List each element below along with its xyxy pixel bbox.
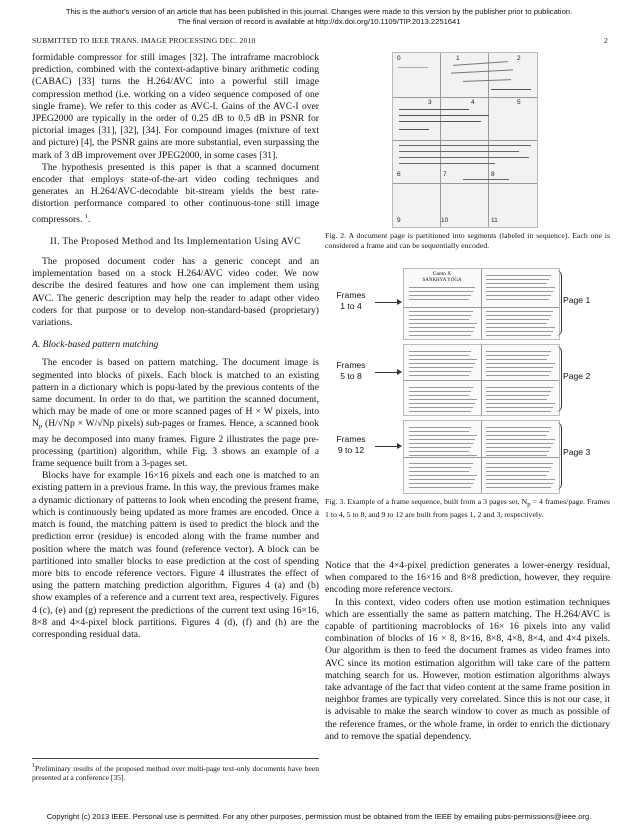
text-line: [486, 483, 553, 484]
text-line: [409, 295, 471, 296]
text-line: [409, 451, 469, 452]
segment-divider: [393, 140, 537, 141]
figure-3-caption: [325, 497, 610, 519]
page-label-2: Page 2: [563, 371, 591, 381]
figure-2-caption: Fig. 2. A document page is partitioned into segments (labeled in sequence). Each one is considered a frame and can be sequentially encoded.: [325, 231, 610, 250]
text-line: [409, 475, 477, 476]
frame-divider: [404, 380, 559, 381]
text-line: [409, 479, 475, 480]
text-line: [486, 295, 551, 296]
text-line: [486, 323, 547, 324]
page-brace: [551, 270, 562, 336]
text-line: [486, 371, 551, 372]
text-line: [486, 351, 551, 352]
footnote: [32, 758, 319, 782]
text-line: [486, 335, 551, 336]
text-line: [409, 411, 471, 412]
notice-line-1: This is the author's version of an article that has been published in this journal. Changes were made to this version by the publisher prior to publication.: [65, 7, 573, 16]
typed-line: [399, 109, 469, 110]
text-line: [486, 487, 551, 488]
segment-label: 11: [491, 217, 498, 224]
text-line: [409, 327, 475, 328]
text-line: [486, 275, 551, 276]
text-line: [409, 387, 473, 388]
text-line: [409, 467, 471, 468]
text-line: [409, 403, 475, 404]
page-brace: [551, 422, 562, 490]
frames-arrow: [375, 302, 401, 303]
segment-label: 4: [471, 99, 475, 106]
text-line: [409, 319, 469, 320]
typed-line: [399, 145, 531, 146]
figure-3-frame-sequence: [325, 268, 615, 493]
frames-label-line: Frames: [336, 434, 366, 444]
text-line: [409, 299, 469, 300]
segment-label: 6: [397, 171, 401, 178]
text-line: [409, 399, 477, 400]
hypothesis-text: The hypothesis presented is this paper is that a scanned document encoder that employs state-of-the-art video coding techniques and generates an H.264/AVC-decodable bit-stream yields the best rate-distortion performance compared to other continuous-tone still image compressors.: [32, 161, 319, 225]
page1-subheading: SANKHYA YOGA: [422, 278, 462, 283]
text-line: [409, 487, 471, 488]
typed-line: [399, 115, 489, 116]
text-line: [486, 439, 555, 440]
fig3-caption-text-a: Fig. 3. Example of a frame sequence, built from a 3 pages set, N: [325, 497, 528, 506]
text-line: [486, 431, 549, 432]
text-line: [409, 323, 477, 324]
frames-label-range: 5 to 8: [340, 370, 362, 381]
text-line: [409, 471, 469, 472]
running-title: SUBMITTED TO IEEE TRANS. IMAGE PROCESSING DEC. 2010: [32, 36, 256, 45]
text-line: [409, 371, 471, 372]
paragraph-intro-continued: formidable compressor for still images [32]. The intraframe macroblock prediction, combined with the context-adaptive binary arithmetic coding (CABAC) [33] turns the H.264/AVC into a powerful still image compression method (i.e. working on a video sequence composed of one single frame). We refer to this coder as AVC-I. Gains of the AVC-I over JPEG2000 are typically in the order of 0.25 dB to 0.5 dB in PSNR for pictorial images [31], [32], [34]. For compound images (mixture of text and picture) [4], the PSNR gains are more substantial, even surpassing the mark of 3 dB improvement over JPEG2000, in some cases [31].: [32, 52, 319, 161]
copyright-notice: Copyright (c) 2013 IEEE. Personal use is permitted. For any other purposes, permission must be obtained from the IEEE by emailing pubs-permissions@ieee.org.: [46, 812, 592, 821]
handwriting-stroke: [453, 61, 508, 66]
text-line: [486, 451, 549, 452]
text-line: [486, 311, 553, 312]
np-subscript: p: [38, 423, 43, 431]
text-line: [486, 283, 547, 284]
frames-arrow: [375, 372, 401, 373]
text-line: [486, 427, 551, 428]
right-column: [325, 560, 610, 743]
segment-label: 1: [456, 55, 460, 62]
text-line: [409, 335, 471, 336]
segment-divider: [393, 97, 537, 98]
segment-label: 9: [397, 217, 401, 224]
text-line: [409, 483, 473, 484]
frame-divider: [481, 269, 482, 339]
segment-label: 0: [397, 55, 401, 62]
text-line: [486, 279, 549, 280]
segment-label: 7: [443, 171, 447, 178]
typed-line: [463, 179, 509, 180]
text-line: [409, 351, 471, 352]
text-line: [486, 319, 549, 320]
paragraph-method-overview: The proposed document coder has a generic concept and an implementation based on a stock H.264/AVC video coder. We now describe the desired features and how one can implement them using AVC. The generic description may help the reader to adapt other video coders for that purpose or to develop non-standard-based (proprietary) variations.: [32, 256, 319, 329]
text-line: [486, 399, 547, 400]
typed-line: [399, 157, 529, 158]
text-line: [409, 367, 473, 368]
text-line: [409, 311, 473, 312]
text-line: [486, 475, 547, 476]
publisher-notice: [0, 7, 638, 27]
paragraph-residual-note: Notice that the 4×4-pixel prediction generates a lower-energy residual, when compared to the 16×16 and 8×8 prediction, however, they require encoding more reference vectors.: [325, 560, 610, 596]
text-line: [409, 463, 473, 464]
footnote-ref: 1: [84, 212, 89, 220]
text-line: [409, 375, 469, 376]
text-line: [409, 435, 477, 436]
page-brace: [551, 346, 562, 412]
typed-line: [399, 151, 519, 152]
frames-label-range: 1 to 4: [340, 300, 362, 311]
footnote-text: Preliminary results of the proposed method over multi-page text-only documents have been presented at a conference [35].: [32, 763, 319, 782]
text-line: [486, 375, 549, 376]
segment-divider: [393, 183, 537, 184]
handwriting-stroke: [451, 69, 513, 73]
segment-label: 8: [491, 171, 495, 178]
page-thumbnail-3: [403, 420, 560, 494]
text-line: [486, 455, 547, 456]
text-line: [409, 427, 471, 428]
frame-divider: [404, 307, 559, 308]
page-thumbnail-2: [403, 344, 560, 416]
paragraph-motion-estimation: In this context, video coders often use motion estimation techniques which are essentially the same as pattern matching. The H.264/AVC is capable of partitioning macroblocks of 16× 16 pixels into any valid combination of blocks of 16 × 8, 8×16, 8×8, 4×8, 8×4, and 4×4 pixels. Our algorithm is then to feed the document frames as video frames into AVC since its motion estimation algorithm will take care of the pattern matching search for us. However, motion estimation algorithms always take advantage of the fact that video content at the same frame position in neighbor frames are typically very correlated. Since this is not our case, it is advisable to make the search window to cover as much as possible of the reference frames, or the whole frame, in order to enrich the dictionary and to remove the spatial dependency.: [325, 596, 610, 742]
paragraph-hypothesis: The hypothesis presented is this paper is that a scanned document encoder that employs state-of-the-art video coding techniques and generates an H.264/AVC-decodable bit-stream yields the best rate-distortion performance compared to other continuous-tone still image compressors. $^1$.: [32, 161, 319, 225]
text-line: [486, 315, 551, 316]
fig3-caption-text-b: = 4 frames/page. Frames 1 to 4, 5 to 8, and 9 to 12 are built from pages 1, 2 and 3, respectively.: [325, 497, 611, 519]
text-line: [486, 287, 555, 288]
running-header: [32, 36, 608, 45]
text-line: [409, 363, 475, 364]
text-line: [486, 355, 549, 356]
text-line: [486, 291, 553, 292]
page1-heading: Canto X: [432, 271, 452, 277]
footnote-mark: 1: [32, 763, 35, 769]
pattern-matching-text-b: (H/√Np × W/√Np pixels) sub-pages or frames. Hence, a scanned book may be decomposed into many frames. Figure 2 illustrates the page pre-processing (partition) algorithm, while Fig. 3 shows an example of a frame sequence built from a 3-pages set.: [32, 418, 319, 470]
segment-label: 3: [428, 99, 432, 106]
frames-label-range: 9 to 12: [337, 444, 365, 455]
section-title: II. The Proposed Method and Its Implementation Using AVC: [50, 236, 301, 248]
text-line: [409, 439, 475, 440]
left-column: [32, 52, 319, 641]
text-line: [486, 435, 547, 436]
text-line: [486, 299, 549, 300]
frames-label-line: Frames: [336, 290, 366, 300]
text-line: [486, 327, 555, 328]
handwriting-stroke: [463, 79, 511, 82]
text-line: [486, 331, 553, 332]
text-line: [486, 411, 551, 412]
text-line: [409, 291, 473, 292]
np-subscript: p: [527, 501, 531, 508]
text-line: [409, 395, 469, 396]
pattern-matching-text-a: The encoder is based on pattern matching. The document image is segmented into blocks of pixels. Each block is matched to an existing pattern in a dictionary which is popu-lated by the previous contents of the same document. In order to do that, we partition the scanned document, which may be made of one or more scanned pages of H × W pixels, into N: [32, 357, 319, 430]
notice-line-2: The final version of record is available at http://dx.doi.org/10.1109/TIP.2013.2251641: [177, 17, 461, 26]
segment-label: 5: [517, 99, 521, 106]
text-line: [486, 387, 553, 388]
segment-label: 10: [441, 217, 449, 224]
text-line: [409, 431, 469, 432]
figure-2-partitioned-document: [392, 52, 538, 228]
frames-arrow: [375, 446, 401, 447]
text-line: [409, 355, 469, 356]
page-label-3: Page 3: [563, 447, 591, 457]
text-line: [486, 407, 553, 408]
text-line: [486, 443, 553, 444]
text-line: [486, 471, 549, 472]
frames-label-line: Frames: [336, 360, 366, 370]
frames-label-1: [327, 290, 375, 311]
frames-label-3: [327, 434, 375, 455]
text-line: [486, 367, 553, 368]
text-line: [409, 287, 475, 288]
letterhead-line: [398, 67, 428, 68]
text-line: [486, 359, 547, 360]
text-line: [409, 315, 471, 316]
text-line: [409, 455, 477, 456]
page-thumbnail-1: [403, 268, 560, 340]
page-number: 2: [604, 36, 608, 45]
segment-label: 2: [517, 55, 521, 62]
frames-label-2: [327, 360, 375, 381]
text-line: [486, 395, 549, 396]
typed-line: [399, 163, 495, 164]
text-line: [409, 447, 471, 448]
text-line: [486, 467, 551, 468]
text-line: [409, 359, 477, 360]
text-line: [486, 391, 551, 392]
paragraph-blocks: Blocks have for example 16×16 pixels and each one is matched to an existing pattern in a previous frame. In this way, the previous frames make a dynamic dictionary of patterns to look when encoding the present frame, which is continuously being updated as more frames are encoded. Once a match is found, the matching pattern is used to predict the block and the prediction error (residue) is encoded along with the frame number and position where the match was found (reference vector). A block can be partitioned into smaller blocks to ease prediction at the cost of spending more bits to encode reference vectors. Figure 4 illustrates the effect of using the pattern matching prediction algorithm. Figures 4 (a) and (b) show examples of a reference and a current text area, respectively. Figures 4 (c), (e) and (g) represent the predictions of the current text using 16×16, 8×8 and 4×4-pixel block partitions. Figures 4 (d), (f) and (h) are the corresponding residual data.: [32, 470, 319, 640]
text-line: [486, 447, 551, 448]
text-line: [409, 331, 473, 332]
page-label-1: Page 1: [563, 295, 591, 305]
frame-divider: [404, 457, 559, 458]
typed-line: [399, 121, 481, 122]
text-line: [486, 403, 555, 404]
text-line: [409, 391, 471, 392]
text-line: [486, 363, 555, 364]
typed-line: [399, 129, 429, 130]
text-line: [486, 479, 555, 480]
date-line: [491, 89, 531, 90]
paragraph-pattern-matching: [32, 357, 319, 470]
text-line: [409, 443, 473, 444]
subsection-title: A. Block-based pattern matching: [32, 339, 159, 351]
text-line: [486, 463, 553, 464]
text-line: [409, 407, 473, 408]
